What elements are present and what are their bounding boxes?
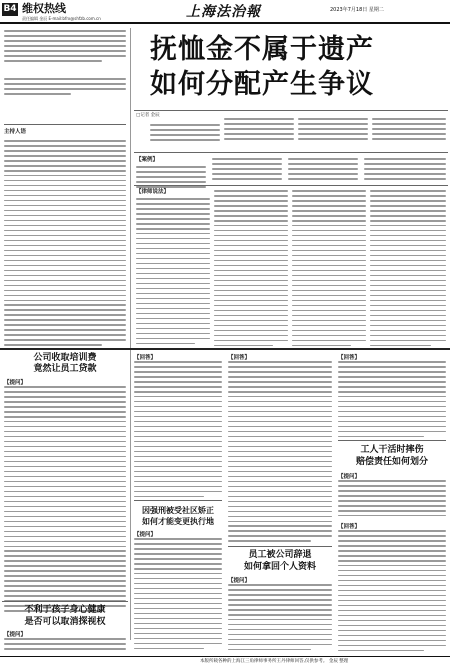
article-col-3 — [298, 118, 368, 143]
intro-text-block — [4, 30, 126, 65]
story-5-text — [338, 480, 446, 520]
footer-note: 本版所载各种的上海江三角律师事务所王丹律师回答,仅供参考。 金辰 整理 — [200, 659, 349, 664]
story-4-question-label: 【提问】 — [228, 578, 251, 584]
headline-line-2: 如何分配产生争议 — [150, 69, 374, 100]
story-1-title-line-2: 竟然让员工贷款 — [33, 364, 97, 374]
story-3-title-line-1: 因强刑被受社区矫正 — [142, 505, 214, 515]
section-divider — [0, 348, 450, 350]
story-4-answer-label: 【回答】 — [338, 355, 361, 361]
headline-rule — [134, 110, 448, 111]
story-4-text — [228, 584, 332, 654]
column-divider — [130, 28, 131, 640]
case-col-3 — [288, 158, 358, 183]
lawyer-label: 【律师说法】 — [136, 189, 170, 195]
intro-paragraph — [4, 30, 126, 62]
story-1-answer-label: 【回答】 — [134, 355, 157, 361]
section-title: 维权热线 — [22, 2, 66, 15]
headline-line-1: 抚恤金不属于遗产 — [150, 34, 374, 65]
story-5-question-label: 【提问】 — [338, 474, 361, 480]
lawyer-col-4 — [370, 190, 446, 350]
story-2-rule — [2, 601, 128, 602]
story-4-title-line-2: 如何拿回个人资料 — [243, 562, 316, 572]
story-5-answer-text — [338, 530, 446, 655]
newspaper-masthead: 上海法治報 — [186, 4, 261, 20]
story-5-answer-label: 【回答】 — [338, 524, 361, 530]
story-3-question-label: 【提问】 — [134, 532, 157, 538]
story-4-title-line-1: 员工被公司辞退 — [248, 550, 312, 560]
story-4-answer-text — [338, 361, 446, 441]
story-1-title-line-1: 公司收取培训费 — [33, 353, 97, 363]
article-col-4 — [372, 118, 446, 143]
story-1-text — [4, 386, 126, 615]
story-3-rule — [134, 500, 222, 501]
header-rule — [0, 22, 450, 24]
story-2-title-line-1: 不利于孩子身心健康 — [24, 605, 106, 615]
lawyer-col-3 — [292, 190, 366, 350]
story-2-question-label: 【提问】 — [4, 632, 27, 638]
lawyer-col-1 — [136, 198, 210, 348]
sidebar-divider — [4, 124, 126, 125]
story-5-rule — [338, 440, 446, 441]
article-col-2 — [224, 118, 294, 143]
story-3-title-line-2: 如何才能变更执行地 — [142, 516, 214, 526]
article-rule-2 — [134, 185, 448, 186]
lawyer-col-2 — [214, 190, 288, 350]
story-5-title-line-2: 赔偿责任如何划分 — [355, 457, 428, 467]
story-1-answer-text — [134, 361, 222, 501]
story-3-answer-label: 【回答】 — [228, 355, 251, 361]
article-rule-1 — [134, 152, 448, 153]
host-text — [4, 140, 126, 349]
page-number: B4 — [3, 4, 17, 14]
case-col-2 — [212, 158, 282, 183]
case-label: 【案例】 — [136, 157, 159, 163]
article-col-1 — [150, 124, 220, 144]
story-2-text — [4, 638, 126, 653]
byline: □记者 金辰 — [136, 113, 160, 118]
story-1-question-label: 【提问】 — [4, 380, 27, 386]
story-4-rule — [228, 546, 332, 547]
intro-text-block-2 — [4, 78, 126, 98]
issue-date: 2023年7月18日 星期二 — [330, 7, 384, 13]
editors-line: 责任编辑 金辰 E-mail:bfrx@shfzb.com.cn — [22, 16, 101, 21]
story-3-text — [134, 538, 222, 653]
story-2-title-line-2: 是否可以取消探视权 — [24, 617, 106, 627]
case-col-4 — [364, 158, 446, 183]
host-label: 主持人语 — [4, 129, 27, 135]
story-5-title-line-1: 工人干活时摔伤 — [360, 445, 424, 455]
story-3-answer-text — [228, 361, 332, 545]
